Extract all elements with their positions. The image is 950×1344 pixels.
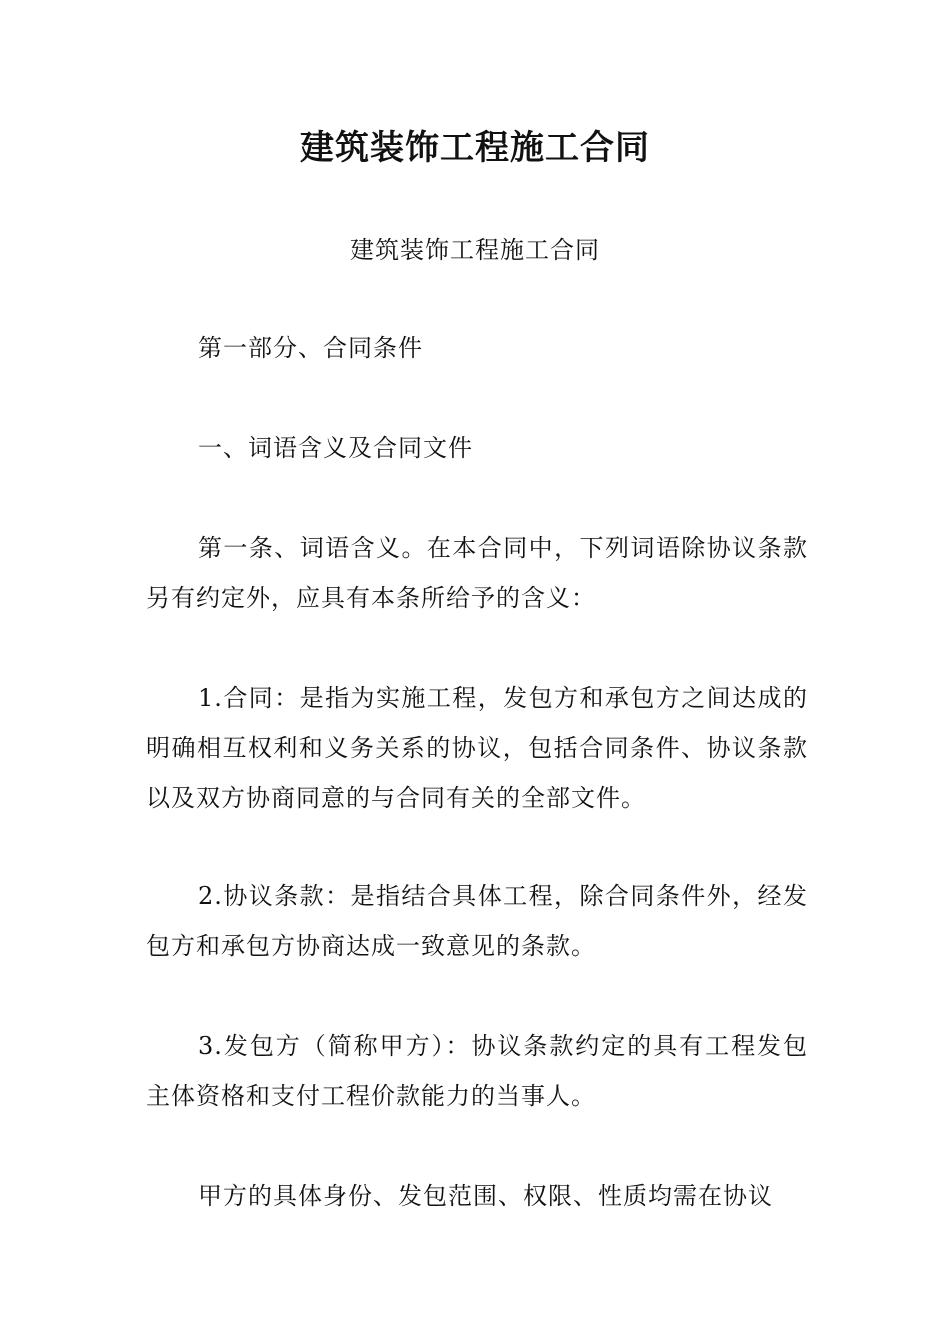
section-heading-terms: 一、词语含义及合同文件 bbox=[198, 434, 473, 462]
definition-employer-paragraph: 3.发包方（简称甲方）：协议条款约定的具有工程发包主体资格和支付工程价款能力的当事人。 bbox=[146, 1032, 808, 1110]
definition-agreement-terms-paragraph: 2.协议条款：是指结合具体工程，除合同条件外，经发包方和承包方协商达成一致意见的条款。 bbox=[146, 882, 808, 960]
definition-contract-paragraph: 1.合同：是指为实施工程，发包方和承包方之间达成的明确相互权利和义务关系的协议，包括合同条件、协议条款以及双方协商同意的与合同有关的全部文件。 bbox=[146, 684, 808, 812]
section-heading-part-one: 第一部分、合同条件 bbox=[198, 334, 423, 362]
document-title: 建筑装饰工程施工合同 bbox=[300, 128, 650, 168]
employer-details-paragraph: 甲方的具体身份、发包范围、权限、性质均需在协议 bbox=[198, 1182, 773, 1210]
document-subtitle: 建筑装饰工程施工合同 bbox=[350, 236, 600, 264]
article-one-paragraph: 第一条、词语含义。在本合同中，下列词语除协议条款另有约定外，应具有本条所给予的含义： bbox=[146, 534, 808, 612]
